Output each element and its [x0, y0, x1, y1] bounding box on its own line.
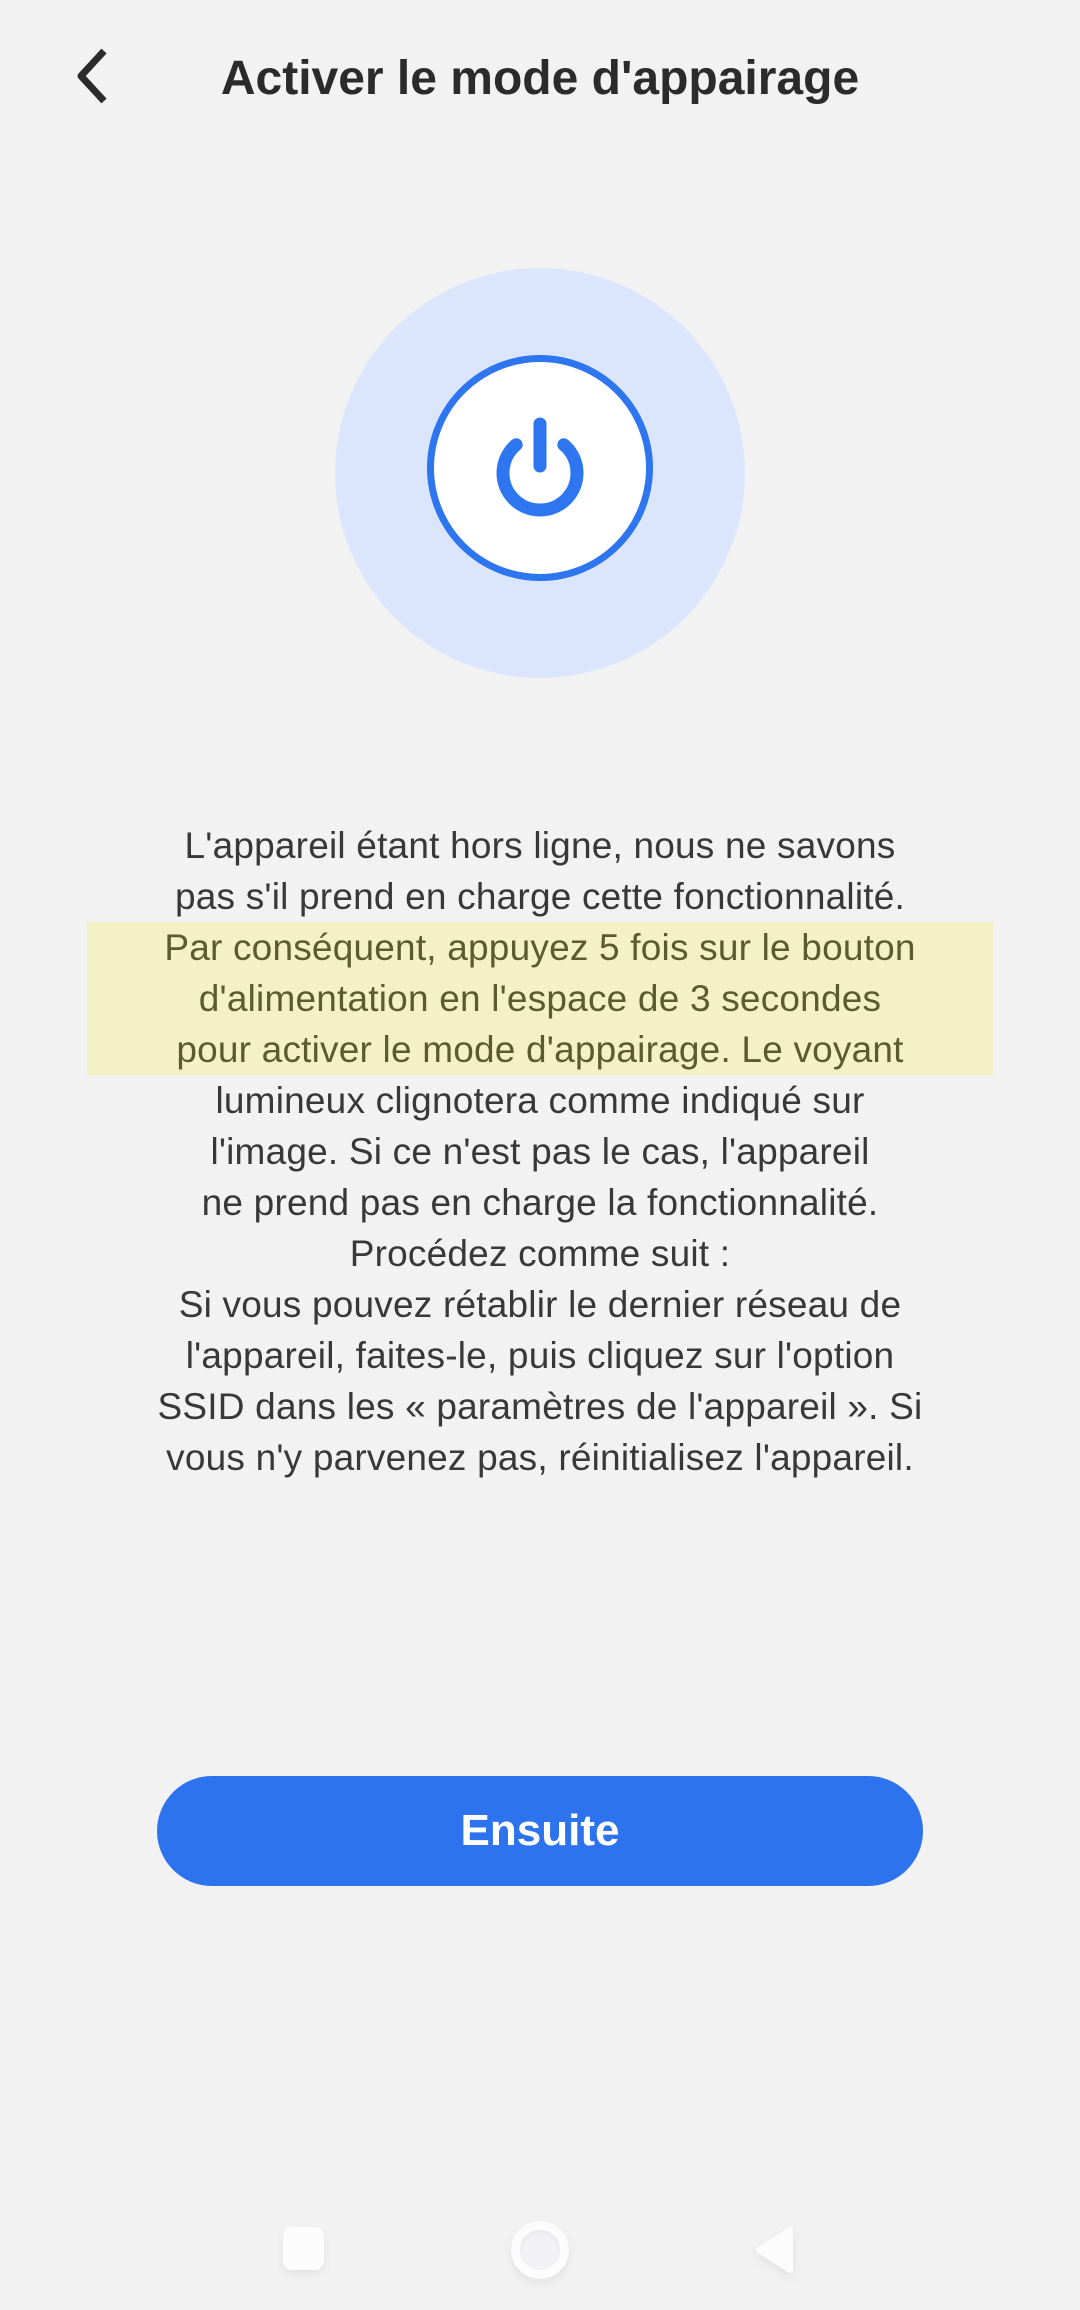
instruction-line: Par conséquent, appuyez 5 fois sur le bouton: [164, 927, 916, 968]
instruction-line: SSID dans les « paramètres de l'appareil ». Si: [157, 1386, 923, 1427]
power-icon: [488, 416, 592, 520]
instruction-line: lumineux clignotera comme indiqué sur: [215, 1080, 865, 1121]
highlighted-instruction: [87, 922, 993, 1075]
instruction-line: l'image. Si ce n'est pas le cas, l'appareil: [210, 1131, 870, 1172]
instructions-text: [0, 820, 1080, 1483]
instruction-line: Procédez comme suit :: [349, 1233, 731, 1274]
home-icon[interactable]: [511, 2221, 569, 2279]
instruction-line: l'appareil, faites-le, puis cliquez sur l'option: [185, 1335, 895, 1376]
instruction-line: ne prend pas en charge la fonctionnalité.: [201, 1182, 879, 1223]
recents-icon[interactable]: [283, 2227, 324, 2270]
page-title: Activer le mode d'appairage: [220, 52, 860, 105]
instruction-line: pour activer le mode d'appairage. Le voyant: [176, 1029, 904, 1070]
back-triangle-icon[interactable]: [752, 2224, 794, 2276]
chevron-left-icon: [70, 44, 114, 108]
power-illustration: [335, 268, 745, 678]
home-icon-disc: [520, 2230, 560, 2270]
instruction-line: L'appareil étant hors ligne, nous ne savons: [184, 825, 896, 866]
instruction-line: Si vous pouvez rétablir le dernier réseau de: [178, 1284, 902, 1325]
instruction-line: pas s'il prend en charge cette fonctionnalité.: [175, 876, 905, 917]
instruction-line: d'alimentation en l'espace de 3 secondes: [198, 978, 882, 1019]
next-button[interactable]: Ensuite: [157, 1776, 923, 1886]
back-button[interactable]: [56, 40, 128, 112]
instruction-line: vous n'y parvenez pas, réinitialisez l'appareil.: [166, 1437, 914, 1478]
android-nav-bar: [0, 2140, 1080, 2310]
power-button-ring: [427, 355, 653, 581]
